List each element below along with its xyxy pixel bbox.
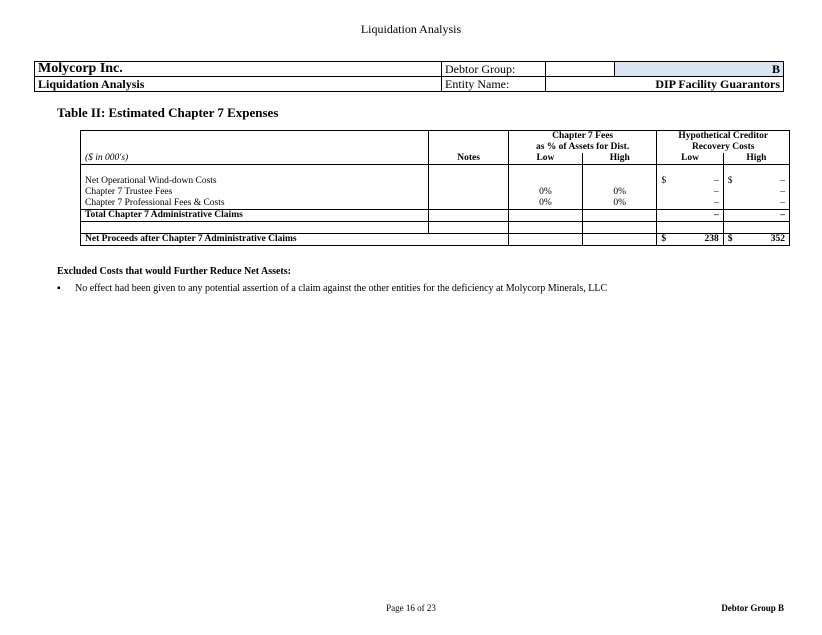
fees-group-head: Chapter 7 Fees as % of Assets for Dist. xyxy=(508,131,657,154)
fee-low-header: Low xyxy=(508,153,582,165)
recovery-group-head: Hypothetical Creditor Recovery Costs xyxy=(657,131,790,154)
debtor-group-spacer xyxy=(546,62,615,77)
rec-high-header: High xyxy=(723,153,789,165)
entity-name-label: Entity Name: xyxy=(442,77,546,92)
table-row: Chapter 7 Trustee Fees 0% 0% – – xyxy=(81,187,790,198)
table-row: Net Operational Wind-down Costs $ – $ – xyxy=(81,176,790,187)
bullet-text: No effect had been given to any potential assertion of a claim against the other entities for the deficiency at Molycorp Minerals, LLC xyxy=(75,283,608,294)
net-proceeds-row: Net Proceeds after Chapter 7 Administrative Claims $ 238 $ 352 xyxy=(81,234,790,246)
bullet-icon: ▪ xyxy=(57,283,61,294)
units-label: ($ in 000's) xyxy=(81,153,429,165)
debtor-group-label: Debtor Group: xyxy=(442,62,546,77)
rec-low-header: Low xyxy=(657,153,723,165)
entity-name-value: DIP Facility Guarantors xyxy=(546,77,784,92)
company-name: Molycorp Inc. xyxy=(35,62,442,77)
expenses-table xyxy=(80,130,790,246)
fee-high-header: High xyxy=(583,153,657,165)
header-subtitle: Liquidation Analysis xyxy=(35,77,442,92)
header-table xyxy=(34,61,784,92)
notes-header: Notes xyxy=(429,153,508,165)
bullet-item xyxy=(57,283,607,294)
debtor-group-value: B xyxy=(615,62,784,77)
page-number: Page 16 of 23 xyxy=(386,603,436,613)
table-title: Table II: Estimated Chapter 7 Expenses xyxy=(57,105,279,120)
total-row: Total Chapter 7 Administrative Claims – – xyxy=(81,210,790,222)
excluded-costs-heading: Excluded Costs that would Further Reduce Net Assets: xyxy=(57,266,291,277)
footer-debtor-group: Debtor Group B xyxy=(721,603,784,613)
table-row: Chapter 7 Professional Fees & Costs 0% 0% – – xyxy=(81,198,790,210)
page-title: Liquidation Analysis xyxy=(360,22,462,36)
